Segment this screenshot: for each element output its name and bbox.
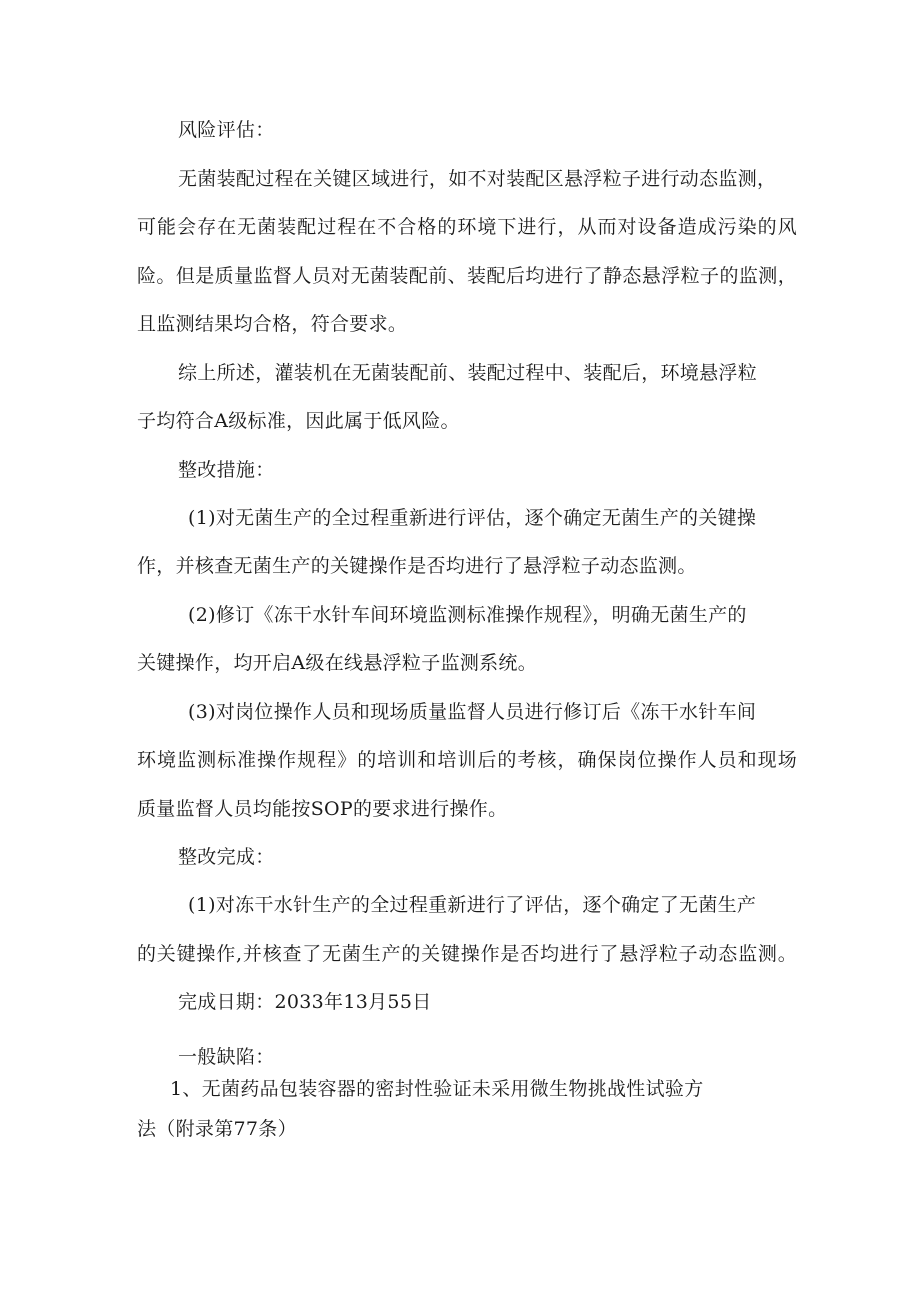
measure-3-line-3: 质量监督人员均能按SOP的要求进行操作。 [137, 798, 508, 820]
risk-paragraph-line-3: 险。但是质量监督人员对无菌装配前、装配后均进行了静态悬浮粒子的监测， [137, 265, 797, 287]
done-1-line-2: 的关键操作,并核查了无菌生产的关键操作是否均进行了悬浮粒子动态监测。 [137, 943, 797, 965]
measure-3-line-2: 环境监测标准操作规程》的培训和培训后的考核，确保岗位操作人员和现场 [137, 749, 797, 771]
measure-3-line-1: (3)对岗位操作人员和现场质量监督人员进行修订后《冻干水针车间 [188, 701, 757, 723]
done-1-line-1: (1)对冻干水针生产的全过程重新进行了评估，逐个确定了无菌生产 [188, 894, 757, 916]
completion-date: 完成日期：2033年13月55日 [178, 991, 432, 1013]
done-heading: 整改完成： [178, 846, 275, 868]
summary-paragraph-line-2: 子均符合A级标准，因此属于低风险。 [137, 410, 460, 432]
defect-1-line-1: 1、无菌药品包装容器的密封性验证未采用微生物挑战性试验方 [170, 1078, 704, 1100]
summary-paragraph-line-1: 综上所述，灌装机在无菌装配前、装配过程中、装配后，环境悬浮粒 [178, 362, 758, 384]
measure-1-line-1: (1)对无菌生产的全过程重新进行评估，逐个确定无菌生产的关键操 [188, 507, 757, 529]
measure-2-line-1: (2)修订《冻干水针车间环境监测标准操作规程》，明确无菌生产的 [188, 604, 747, 626]
measure-1-line-2: 作，并核查无菌生产的关键操作是否均进行了悬浮粒子动态监测。 [137, 555, 697, 577]
risk-paragraph-line-2: 可能会存在无菌装配过程在不合格的环境下进行，从而对设备造成污染的风 [137, 216, 797, 238]
defect-1-line-2: 法（附录第77条） [137, 1118, 297, 1140]
risk-heading: 风险评估： [178, 119, 275, 141]
rectify-heading: 整改措施： [178, 459, 275, 481]
risk-paragraph-line-4: 且监测结果均合格，符合要求。 [137, 313, 408, 335]
risk-paragraph-line-1: 无菌装配过程在关键区域进行，如不对装配区悬浮粒子进行动态监测， [178, 168, 777, 190]
general-defect-heading: 一般缺陷： [178, 1046, 275, 1068]
measure-2-line-2: 关键操作，均开启A级在线悬浮粒子监测系统。 [137, 652, 538, 674]
